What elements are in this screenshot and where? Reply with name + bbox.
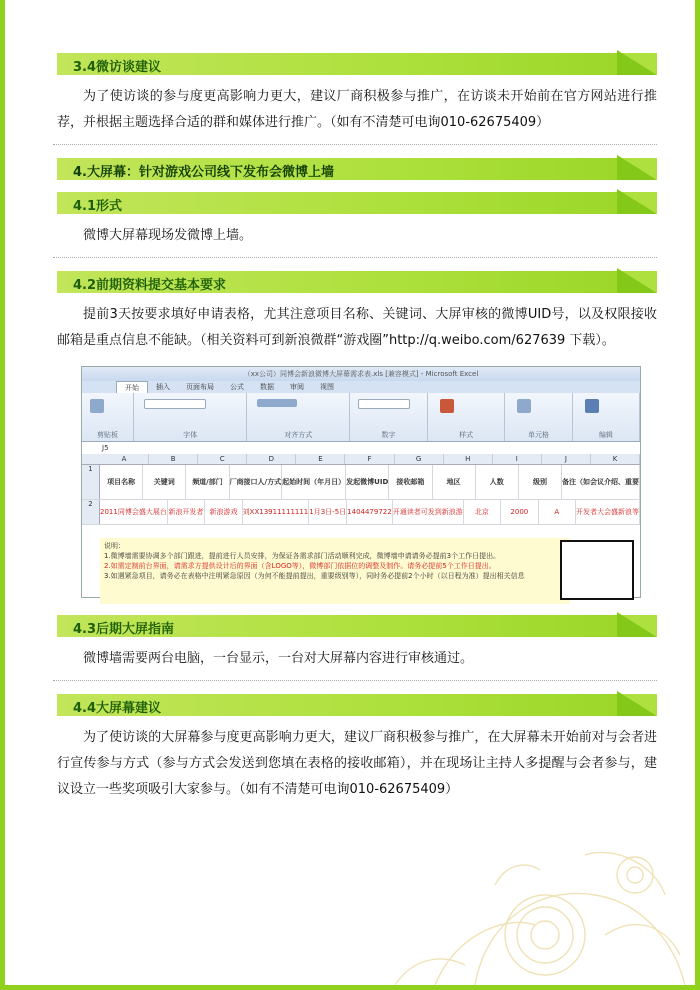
excel-selected-box [560, 540, 634, 600]
section-heading [57, 612, 657, 637]
conditional-format-icon [440, 399, 454, 413]
paste-icon [90, 399, 104, 413]
ribbon-group: 剪贴板 [82, 393, 134, 441]
ribbon-group: 单元格 [505, 393, 572, 441]
section-paragraph: 微博大屏幕现场发微博上墙。 [83, 228, 253, 243]
ribbon-tab: 页面布局 [186, 383, 214, 391]
ribbon-tab: 公式 [230, 383, 244, 391]
heading-label: 4.1形式 [73, 199, 123, 214]
excel-screenshot [81, 366, 641, 598]
heading-label: 4.大屏幕：针对游戏公司线下发布会微博上墙 [73, 165, 334, 180]
heading-label: 4.3后期大屏指南 [73, 622, 175, 637]
section-paragraph: 微博墙需要两台电脑，一台显示，一台对大屏幕内容进行审核通过。 [83, 651, 474, 666]
section-heading [57, 268, 657, 293]
section-heading [57, 50, 657, 75]
ribbon-tab: 视图 [320, 383, 334, 391]
table-row: 2 2011同博会盛大展台 新浪开发者 新浪游戏 刘XX13911111111 1月3日-5日 1404479722 开通读者可发到新浪游 北京 2000 A 开发者大会盛新浪等 [82, 500, 640, 525]
section-paragraph: 提前3天按要求填好申请表格，尤其注意项目名称、关键词、大屏审核的微博UID号，以及权限接收邮箱是重点信息不能缺。（相关资料可到新浪微群“游戏圈”http://q.weibo.com/627639 下载）。 [57, 307, 657, 348]
table-row: 1 项目名称 关键词 频道/部门 厂商接口人/方式 起始时间（年月日） 发起微博UID 接收邮箱 地区 人数 级别 备注（如会议介绍、重要 [82, 465, 640, 500]
ribbon-group: 对齐方式 [247, 393, 350, 441]
section-heading [57, 189, 657, 214]
excel-window-title: （xx公司）同博会新浪微博大屏幕需求表.xls [兼容模式] - Microsoft Excel [82, 367, 640, 381]
heading-label: 4.4大屏幕建议 [73, 701, 162, 716]
excel-note-block: 说明： 1.微博墙需要协调多个部门跟进，提前进行人员安排，为保证各需求部门活动顺利完成，微博墙申请请务必提前3个工作日提出。 2.如需定制前台界面，请需求方提供设计后的界面（含LOGO等），微博部门依据位的调整及制作。请务必提前5个工作日提出。 3.如遇紧急项目，请务必在表格中注明紧急原因（为何不能提前提出，重要级别等），同时务必提前2个小时（以日程为准）提出相关信息 [100, 538, 570, 604]
align-icon [257, 399, 297, 407]
ribbon-tab: 开始 [116, 381, 148, 393]
font-selector-icon [144, 399, 206, 409]
document-content [53, 50, 657, 811]
insert-cell-icon [517, 399, 531, 413]
column-headers: A B C D E F G H I J K [82, 454, 640, 465]
ribbon-group: 样式 [428, 393, 506, 441]
heading-label: 3.4微访谈建议 [73, 60, 162, 75]
dotted-divider [53, 680, 657, 681]
heading-label: 4.2前期资料提交基本要求 [73, 278, 227, 293]
dotted-divider [53, 144, 657, 145]
ribbon-group: 数字 [350, 393, 428, 441]
ribbon-tab: 审阅 [290, 383, 304, 391]
sort-filter-icon [585, 399, 599, 413]
cell-reference: J5 [102, 444, 109, 452]
excel-ribbon-tabs [82, 381, 640, 393]
number-format-icon [358, 399, 410, 409]
section-paragraph: 为了使访谈的参与度更高影响力更大，建议厂商积极参与推广，在访谈未开始前在官方网站进行推荐，并根据主题选择合适的群和媒体进行推广。（如有不清楚可电询010-62675409） [57, 89, 657, 130]
floral-swirl-decoration [335, 815, 695, 985]
excel-ribbon [82, 393, 640, 442]
chapter-heading [57, 155, 657, 180]
section-heading [57, 691, 657, 716]
ribbon-tab: 数据 [260, 383, 274, 391]
ribbon-group: 编辑 [573, 393, 640, 441]
excel-sheet [82, 454, 640, 597]
dotted-divider [53, 257, 657, 258]
section-paragraph: 为了使访谈的大屏幕参与度更高影响力更大，建议厂商积极参与推广，在大屏幕未开始前对与会者进行宣传参与方式（参与方式会发送到您填在表格的接收邮箱），并在现场让主持人多提醒与会者参与，建议设立一些奖项吸引大家参与。（如有不清楚可电询010-62675409） [57, 730, 657, 797]
ribbon-group: 字体 [134, 393, 247, 441]
ribbon-tab: 插入 [156, 383, 170, 391]
